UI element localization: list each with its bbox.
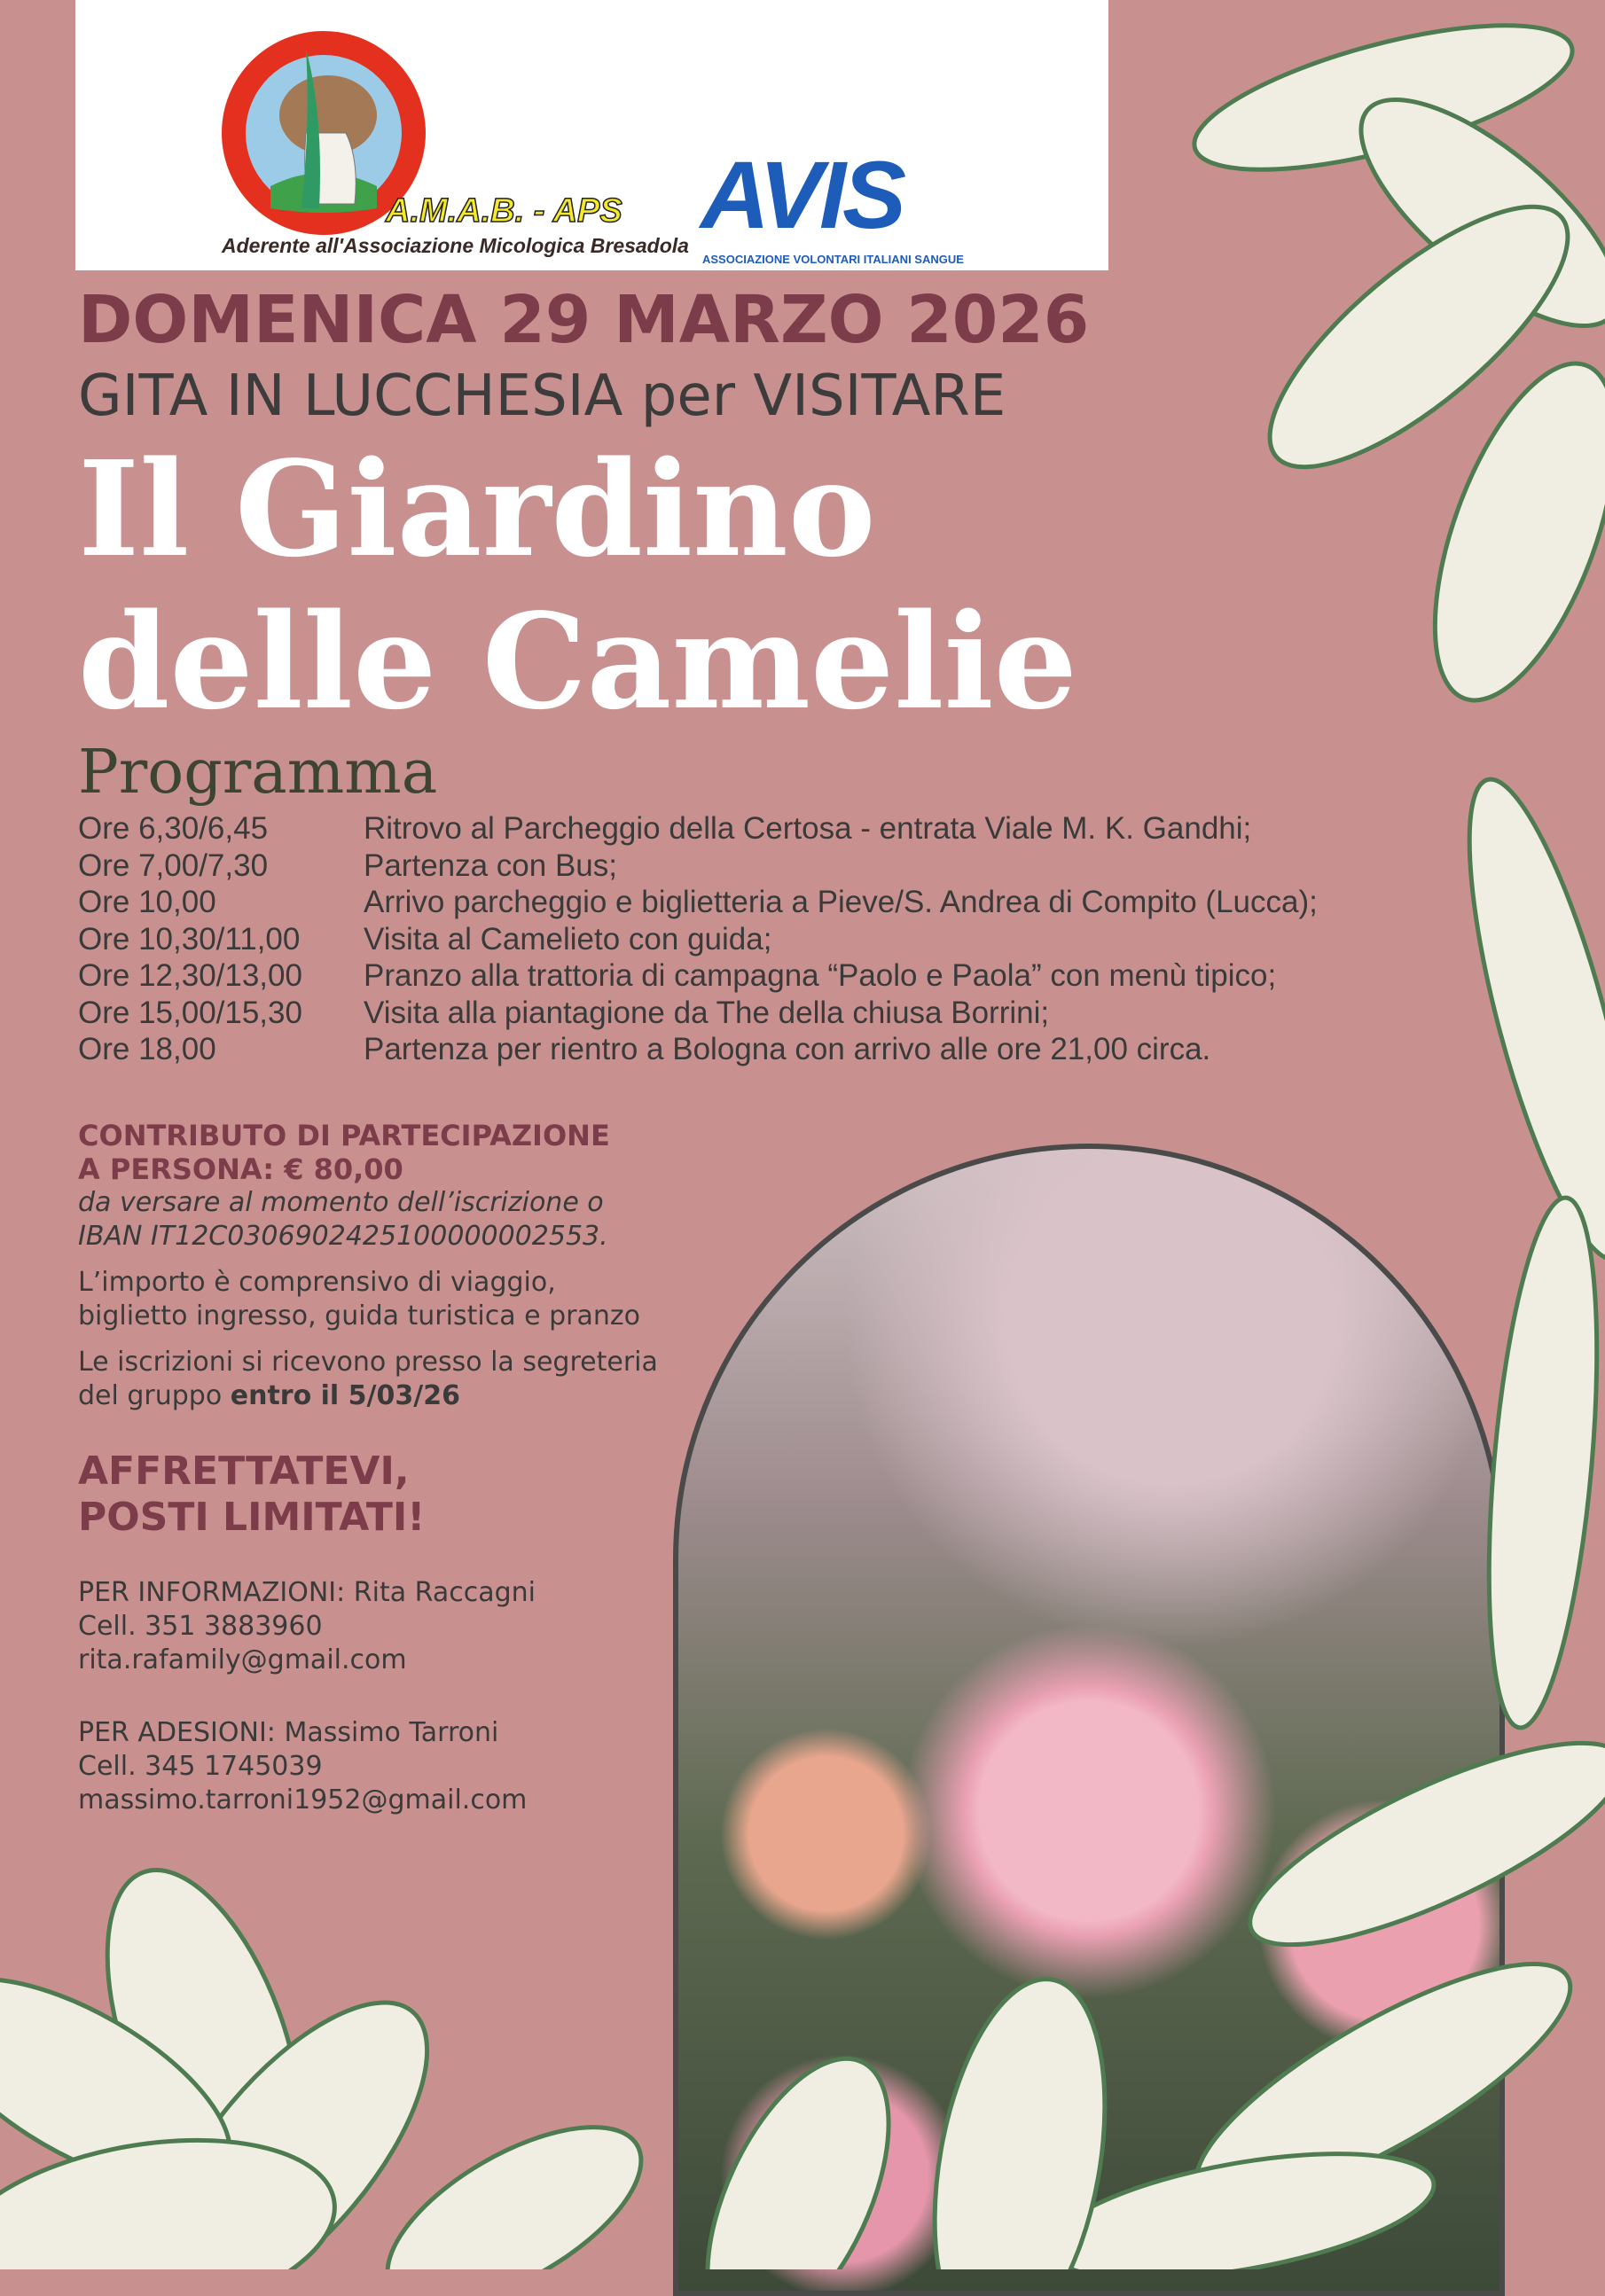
schedule-time: Ore 7,00/7,30 — [78, 847, 269, 883]
contact-adhesion-label: PER ADESIONI: Massimo Tarroni — [78, 1717, 499, 1748]
contribution-line-1: CONTRIBUTO DI PARTECIPAZIONE — [78, 1119, 610, 1152]
title-line-2: delle Camelie — [78, 584, 1077, 738]
registration-deadline: entro il 5/03/26 — [230, 1380, 460, 1411]
schedule-desc: Partenza per rientro a Bologna con arrivo alle ore 21,00 circa. — [364, 1032, 1211, 1066]
contact-adhesion-email[interactable]: massimo.tarroni1952@gmail.com — [78, 1784, 528, 1816]
logo-header — [75, 0, 1108, 270]
info-section — [78, 1119, 716, 1830]
schedule-time: Ore 18,00 — [78, 1032, 216, 1066]
schedule-time: Ore 10,30/11,00 — [78, 921, 301, 957]
title-line-1: Il Giardino — [78, 432, 876, 586]
includes-line-2: biglietto ingresso, guida turistica e pranzo — [78, 1300, 640, 1332]
schedule-desc: Ritrovo al Parcheggio della Certosa - entrata Viale M. K. Gandhi; — [364, 811, 1252, 846]
camellia-photo — [673, 1144, 1505, 2296]
schedule-row — [78, 847, 1318, 885]
contribution-line-2: A PERSONA: € 80,00 — [78, 1152, 403, 1186]
avis-logo: AVIS — [701, 141, 904, 248]
schedule-time: Ore 15,00/15,30 — [78, 995, 302, 1030]
schedule-desc: Pranzo alla trattoria di campagna “Paolo e Paola” con menù tipico; — [364, 958, 1277, 993]
contact-info-email[interactable]: rita.rafamily@gmail.com — [78, 1644, 407, 1675]
registration-line-1: Le iscrizioni si ricevono presso la segreteria — [78, 1347, 658, 1378]
includes-line-1: L’importo è comprensivo di viaggio, — [78, 1267, 556, 1298]
schedule-desc: Visita al Camelieto con guida; — [364, 921, 772, 957]
hurry-notice — [78, 1449, 716, 1541]
schedule-row — [78, 884, 1318, 921]
contact-adhesion-phone[interactable]: Cell. 345 1745039 — [78, 1751, 323, 1782]
amab-name: A.M.A.B. - APS — [386, 192, 622, 230]
contact-info-label: PER INFORMAZIONI: Rita Raccagni — [78, 1577, 536, 1608]
schedule-row — [78, 810, 1318, 847]
schedule-time: Ore 6,30/6,45 — [78, 811, 269, 846]
registration-line-2: del gruppo — [78, 1380, 231, 1411]
schedule-list — [78, 810, 1318, 1068]
avis-subtitle: ASSOCIAZIONE VOLONTARI ITALIANI SANGUE — [702, 253, 964, 266]
schedule-row — [78, 957, 1318, 995]
schedule-desc: Partenza con Bus; — [364, 847, 617, 883]
contact-info-phone[interactable]: Cell. 351 3883960 — [78, 1611, 323, 1642]
hurry-line-1: AFFRETTATEVI, — [78, 1449, 410, 1494]
schedule-time: Ore 10,00 — [78, 885, 216, 919]
event-subtitle: GITA IN LUCCHESIA per VISITARE — [78, 363, 1006, 429]
schedule-desc: Arrivo parcheggio e biglietteria a Pieve/S. Andrea di Compito (Lucca); — [364, 885, 1318, 919]
amab-subtitle: Aderente all'Associazione Micologica Bresadola — [222, 234, 689, 257]
event-title — [78, 433, 1077, 738]
iban: IBAN IT12C0306902425100000002553. — [78, 1221, 608, 1252]
schedule-row — [78, 995, 1318, 1032]
schedule-time: Ore 12,30/13,00 — [78, 958, 302, 993]
payment-line-1: da versare al momento dell’iscrizione o — [78, 1187, 604, 1218]
schedule-desc: Visita alla piantagione da The della chiusa Borrini; — [364, 995, 1050, 1030]
event-date: DOMENICA 29 MARZO 2026 — [78, 282, 1090, 358]
schedule-row — [78, 1031, 1318, 1068]
hurry-line-2: POSTI LIMITATI! — [78, 1495, 426, 1540]
schedule-row — [78, 921, 1318, 958]
program-heading: Programma — [78, 738, 438, 808]
